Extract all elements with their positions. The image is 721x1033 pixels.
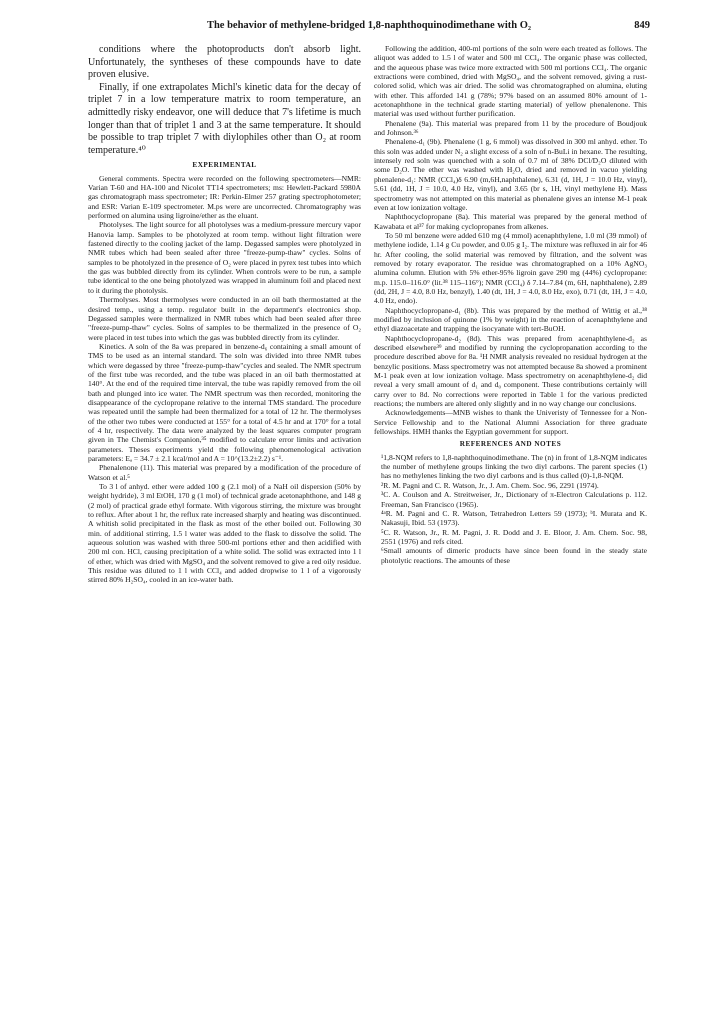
- section-heading: REFERENCES AND NOTES: [459, 440, 562, 449]
- paragraph: Phenalene (9a). This material was prepared from 11 by the procedure of Boudjouk and Johnson.³⁶: [374, 118, 647, 138]
- paragraph: Naphthocyclopropane (8a). This material was prepared by the general method of Kawabata et al³⁷ for making cyclopropanes from alkenes.: [374, 212, 647, 231]
- paragraph: To 50 ml benzene were added 610 mg (4 mmol) acenaphthylene, 1.0 ml (39 mmol) of methylene iodide, 1.14 g Cu powder, and 0.05 g I₂. The mixture was refluxed in air for 46 hr. After cooling, the solid material was removed by filtration, and the solvent was removed by rotary evaporator. The residue was chromatographed on a 10% AgNO₃ alumina column. Elution with 5% ether-95% ligroin gave 290 mg (44%) cyclopropane: m.p. 115.0–116.0° (lit.³⁸ 115–116°); NMR (CCl₄) δ 7.14–7.84 (m, 6H, naphthalene), 2.89 (dd, 2H, J = 4.0, 8.0 Hz, benzyl), 1.40 (dt, 1H, J = 4.0, 8.0 Hz, exo), 0.71 (dt, 1H, J = 4.0, 4.0 Hz, endo).: [374, 230, 647, 306]
- running-title: The behavior of methylene-bridged 1,8-naphthoquinodimethane with O₂: [206, 20, 532, 31]
- paragraph: Kinetics. A soln of the 8a was prepared in benzene-d₆ containing a small amount of TMS to be used as an internal standard. The soln was divided into three NMR tubes which were degassed by three "freeze-pump-thaw"cycles and sealed. The NMR spectrum of the first tube was recorded, and the tube was placed in an oil bath thermostatted at 140°. At the end of the required time interval, the tube was rapidly removed from the oil bath and plunged into ice water. The NMR spectrum was then recorded, monitoring the disappearance of the cyclopropane relative to the internal TMS standard. The procedure was repeated until the sample had been thermalized for a total of 12 hr. The thermolyses of the other two tubes were conducted at 155° for a total of 4.5 hr and at 170° for a total of 4 hr, respectively. The data were analyzed by the least squares computer program given in The Chemist's Companion,³⁵ modified to calculate error limits and activation parameters. Theses experiments yield the following phenomenological activation parameters: Eₐ = 34.7 ± 2.1 kcal/mol and A = 10^(13.2±2.2) s⁻¹.: [88, 341, 361, 463]
- section-heading: EXPERIMENTAL: [192, 161, 257, 170]
- paragraph: Acknowledgements—MNB wishes to thank the Univeristy of Tennessee for a Non-Service Fellowship and to the National Alumni Association for three graduate fellowships. HMH thanks the Egyptian government for support.: [374, 408, 647, 437]
- paragraph: Photolyses. The light source for all photolyses was a medium-pressure mercury vapor Hanovia lamp. Samples to be photolyzed at room temp. without light filtration were fastened directly to the cooling jacket of the lamp. Degassed samples were photolyzed in NMR tubes which had been sealed after three "freeze-pump-thaw" cycles. Solns of samples to be photolyzed in the presence of O₂ were placed in pyrex test tubes into which the gas was bubbled directly from its cylinder. When controls were to be run, a sample tube identical to the one being photolyzed was wrapped in aluminum foil and placed next to it during the photolysis.: [88, 220, 361, 295]
- reference-item: ⁴ᵃR. M. Pagni and C. R. Watson, Tetrahedron Letters 59 (1973); ᵇI. Murata and K. Nakasuji, Ibid. 53 (1973).: [381, 508, 647, 528]
- paragraph: Naphthocyclopropane-d₁ (8b). This was prepared by the method of Wittig et al.,³⁸ modified by inclusion of quinone (1% by weight) in the reaction of acenaphthylene and ethyl diazoacetate and trapping the isocyanate with tert-BuOH.: [374, 305, 647, 334]
- reference-item: ⁵C. R. Watson, Jr., R. M. Pagni, J. R. Dodd and J. E. Bloor, J. Am. Chem. Soc. 98, 2551 (1976) and refs cited.: [381, 527, 647, 546]
- right-column: [374, 44, 647, 1019]
- page-number: 849: [634, 20, 650, 31]
- reference-item: ³C. A. Coulson and A. Streitweiser, Jr., Dictionary of π-Electron Calculations p. 112. Freeman, San Francisco (1965).: [381, 490, 647, 509]
- reference-item: ⁶Small amounts of dimeric products have since been found in the steady state photolytic reactions. The amounts of these: [381, 546, 647, 565]
- paragraph: Finally, if one extrapolates Michl's kinetic data for the decay of triplet 7 in a low temperature matrix to room temperature, an admittedly risky endeavor, one will deduce that 7's lifetime is much longer than that of triplet 1 and 3 at the same temperature. It should be possible to trap triplet 7 with diylophiles other than O₂ at room temperature.⁴⁰: [88, 81, 361, 156]
- reference-item: ¹1,8-NQM refers to 1,8-naphthoquinodimethane. The (n) in front of 1,8-NQM indicates the number of methylene groups linking the two diyl carbons. The parent species (1) has no methylenes linking the two diyl carbons and is thus called (0)-1,8-NQM.: [381, 452, 647, 481]
- reference-item: ²R. M. Pagni and C. R. Watson, Jr., J. Am. Chem. Soc. 96, 2291 (1974).: [381, 480, 599, 490]
- paragraph: General comments. Spectra were recorded on the following spectrometers—NMR: Varian T-60 and HA-100 and Nicolet TT14 spectrometers; ms: Hewlett-Packard 5980A gas chromatograph mass spectrometer; IR: Perkin-Elmer 257 grating spectrophotometer; and ESR: Varian E-109 spectrometer. M.ps were are uncorrected. Chromatography was performed on alumina using ligroine/ether as the eluant.: [88, 173, 361, 221]
- paragraph: Following the addition, 400-ml portions of the soln were each treated as follows. The aliquot was added to 1.5 l of water and 500 ml CCl₄. The organic phase was collected, and the aqueous phase was twice more extracted with 500 ml portions CCl₄. The organic extractions were combined, dried with MgSO₄, and the solvent removed, giving a rust-colored solid, which was air dried. The solid was chromatographed on alumina, eluting with ether. This afforded 141 g (78%; 97% based on an assumed 80% amount of 1-acetonaphthone in the technical grade starting material) of yellow phenalenone. This material was used without further purification.: [374, 44, 647, 119]
- paragraph: Phenalenone (11). This material was prepared by a modification of the procedure of Watson et al.⁵: [88, 463, 361, 482]
- paragraph: conditions where the photoproducts don't absorb light. Unfortunately, the syntheses of these compounds have to date proven elusive.: [88, 44, 361, 81]
- paragraph: Naphthocyclopropane-d₂ (8d). This was prepared from acenaphthylene-d₂ as described elsewhere³⁹ and modified by running the cyclopropanation according to the procedure described above for 8a. ¹H NMR analysis revealed no residual hydrogen at the benzylic positions. Mass spectrometry was not attempted because 8a showed a prominent M-1 peak even at low ionization voltage. Mass spectrometry on acenaphthylene-d₂ did reveal a very small amount of d₁ and d₀ component. These contributions certainly will carry over to 8d. No corrections were reported in Table 1 for the various predicted reactions; the numbers are altered only slightly and in no way change our conclusions.: [374, 333, 647, 409]
- paragraph: Thermolyses. Most thermolyses were conducted in an oil bath thermostatted at the desired temp., using a temp. regulator built in the department's electronics shop. Degassed samples were thermalized in NMR tubes which had been sealed after three "freeze-pump-thaw" cycles. Solns of samples to be thermalized in the presence of O₂ were placed in test tubes into which the gas was bubbled directly from its cylinder.: [88, 295, 361, 342]
- running-header: [88, 20, 650, 36]
- paragraph: To 3 l of anhyd. ether were added 100 g (2.1 mol) of a NaH oil dispersion (50% by weight hydride), 3 ml EtOH, 170 g (1 mol) of technical grade acetonaphthone, and 148 g (2 mol) of practical grade ethyl formate. With vigorous stirring, the mixture was brought to reflux. After about 1 hr, the reflux rate increased sharply and heating was discontinued. A whitish solid precipitated in the flask as most of the ether boiled out. Following 30 min. of additional stirring, 1.5 l water was added to the flask to dissolve the solid. The aqueous solution was washed with three 500-ml portions ether and then acidified with 200 ml con. HCl, causing precipitation of a white solid. The solid was extracted into 1 l of ether, which was dried with MgSO₄ and the solvent removed to give a red oily residue. This residue was diluted to 1 l with CCl₄ and added dropwise to 1 l of a vigorously stirred 80% H₂SO₄, cooled in an ice-water bath.: [88, 482, 361, 585]
- paragraph: Phenalene-d₁ (9b). Phenalene (1 g, 6 mmol) was dissolved in 300 ml anhyd. ether. To this soln was added under N₂ a slight excess of a soln of n-BuLi in hexane. The resulting, intensely red soln was quenched with a soln of 0.7 ml of 38% DCl/D₂O diluted with some D₂O. The ether was washed with H₂O, dried and removed in vacuo yielding phenalene-d₁: NMR (CCl₄)δ 6.90 (m,6H,naphthalene), 6.31 (d, 1H, J = 10.0 Hz, vinyl), 5.61 (dd, 1H, J = 10.0, 4.0 Hz, vinyl), and 3.65 (br s, 1H, vinyl methylene H). Mass spectrometry was not attempted on this material as phenalene gives an intense M-1 peak even at low ionization voltage.: [374, 137, 647, 212]
- left-column: [88, 44, 361, 1019]
